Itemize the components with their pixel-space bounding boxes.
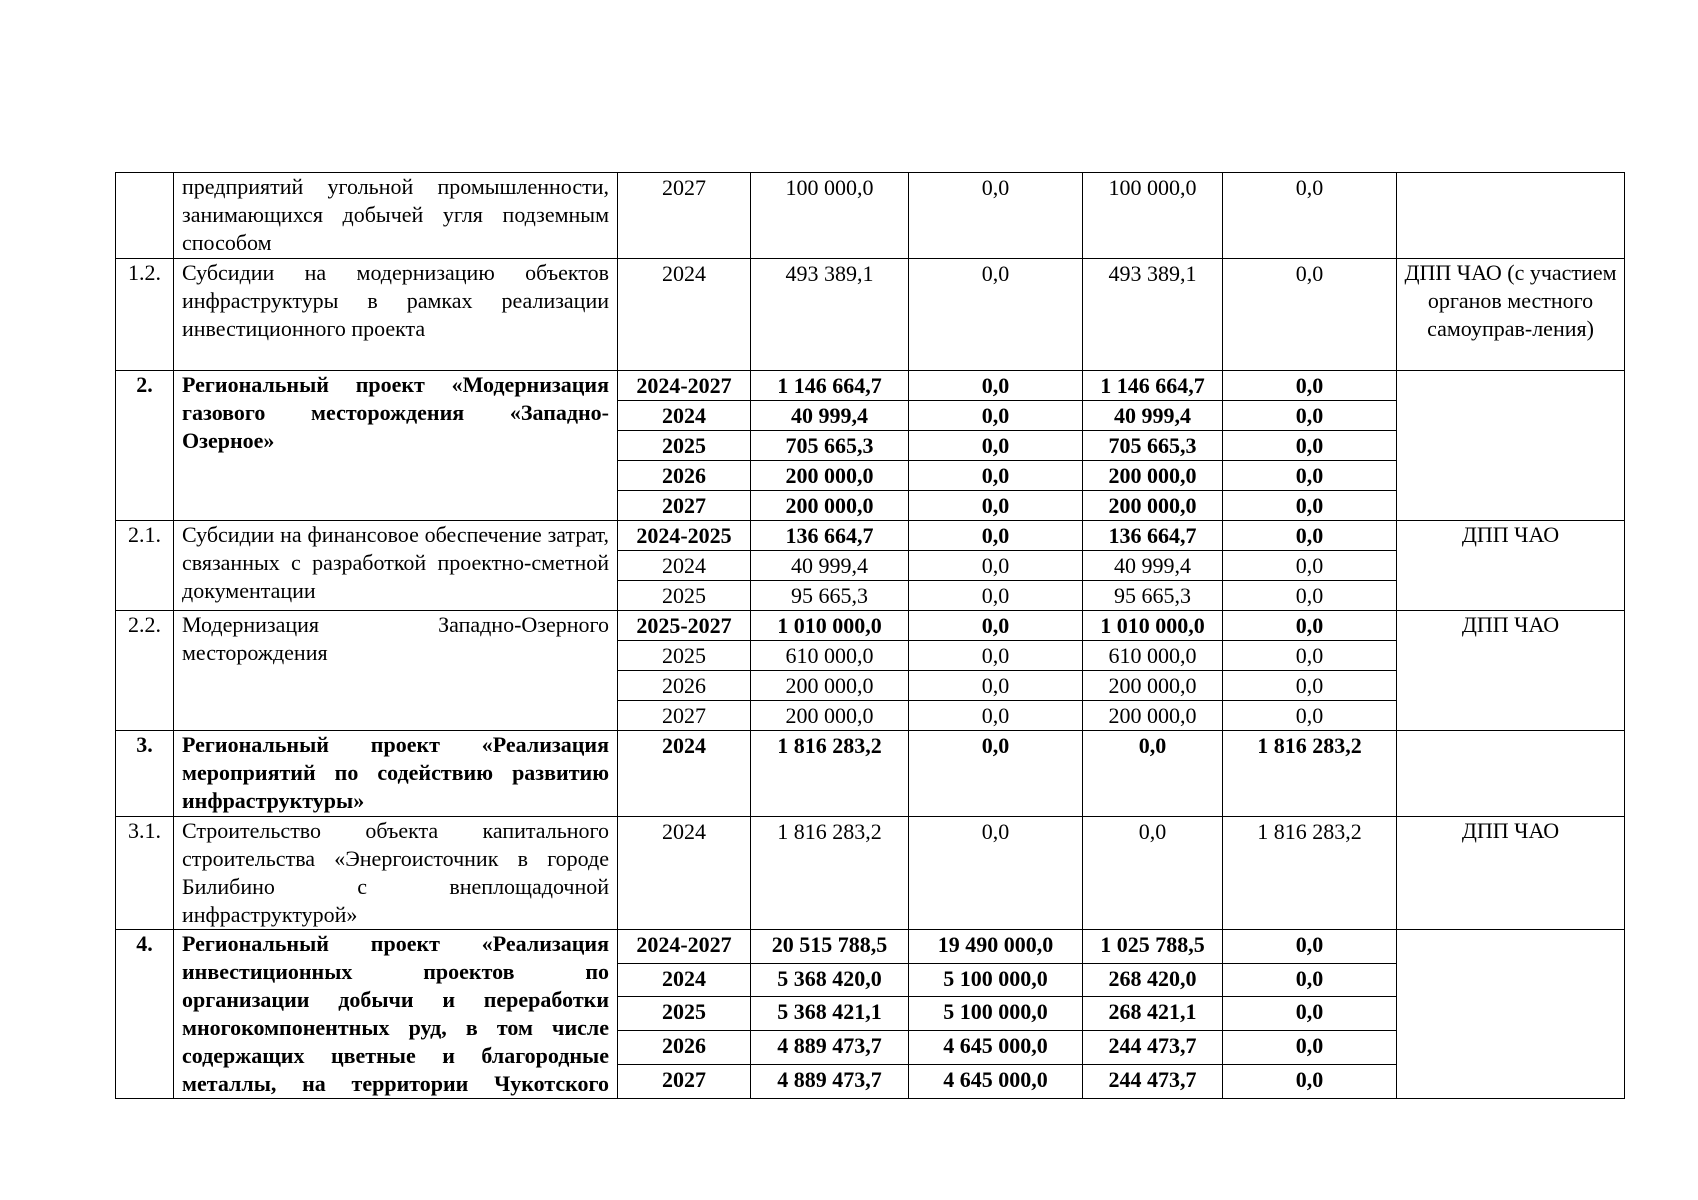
federal-cell: 5 100 000,0 <box>909 963 1083 997</box>
year-cell: 2024 <box>618 817 751 930</box>
total-cell: 5 368 420,0 <box>751 963 909 997</box>
year-cell: 2024 <box>618 731 751 817</box>
federal-cell: 4 645 000,0 <box>909 1031 1083 1065</box>
total-cell: 705 665,3 <box>751 431 909 461</box>
responsible-cell: ДПП ЧАО <box>1397 521 1625 611</box>
year-cell: 2024 <box>618 259 751 371</box>
row-description: предприятий угольной промышленности, занимающихся добычей угля подземным способом <box>174 173 618 259</box>
year-cell: 2025 <box>618 997 751 1031</box>
federal-cell: 0,0 <box>909 731 1083 817</box>
total-cell: 200 000,0 <box>751 701 909 731</box>
federal-cell: 4 645 000,0 <box>909 1064 1083 1098</box>
total-cell: 95 665,3 <box>751 581 909 611</box>
row-number: 4. <box>116 930 174 1099</box>
federal-cell: 19 490 000,0 <box>909 930 1083 964</box>
row-description: Региональный проект «Модернизация газового месторождения «Западно-Озерное» <box>174 371 618 521</box>
year-cell: 2025-2027 <box>618 611 751 641</box>
responsible-cell: ДПП ЧАО <box>1397 817 1625 930</box>
total-cell: 4 889 473,7 <box>751 1031 909 1065</box>
total-cell: 1 146 664,7 <box>751 371 909 401</box>
federal-cell: 0,0 <box>909 701 1083 731</box>
year-cell: 2025 <box>618 581 751 611</box>
regional-cell: 493 389,1 <box>1083 259 1223 371</box>
regional-cell: 40 999,4 <box>1083 401 1223 431</box>
table-row <box>116 521 1625 551</box>
regional-cell: 0,0 <box>1083 817 1223 930</box>
federal-cell: 0,0 <box>909 259 1083 371</box>
table-row <box>116 259 1625 371</box>
year-cell: 2025 <box>618 431 751 461</box>
year-cell: 2024-2025 <box>618 521 751 551</box>
year-cell: 2026 <box>618 461 751 491</box>
total-cell: 20 515 788,5 <box>751 930 909 964</box>
responsible-cell: ДПП ЧАО <box>1397 611 1625 731</box>
other-cell: 0,0 <box>1223 701 1397 731</box>
other-cell: 0,0 <box>1223 997 1397 1031</box>
responsible-cell: ДПП ЧАО (с участием органов местного самоуправ-ления) <box>1397 259 1625 371</box>
regional-cell: 40 999,4 <box>1083 551 1223 581</box>
year-cell: 2027 <box>618 491 751 521</box>
regional-cell: 0,0 <box>1083 731 1223 817</box>
row-number: 3.1. <box>116 817 174 930</box>
regional-cell: 1 025 788,5 <box>1083 930 1223 964</box>
total-cell: 200 000,0 <box>751 491 909 521</box>
other-cell: 0,0 <box>1223 1031 1397 1065</box>
year-cell: 2026 <box>618 1031 751 1065</box>
other-cell: 0,0 <box>1223 671 1397 701</box>
other-cell: 0,0 <box>1223 963 1397 997</box>
federal-cell: 0,0 <box>909 817 1083 930</box>
row-number: 2. <box>116 371 174 521</box>
responsible-cell <box>1397 173 1625 259</box>
year-cell: 2027 <box>618 701 751 731</box>
total-cell: 5 368 421,1 <box>751 997 909 1031</box>
regional-cell: 200 000,0 <box>1083 671 1223 701</box>
regional-cell: 136 664,7 <box>1083 521 1223 551</box>
other-cell: 0,0 <box>1223 581 1397 611</box>
other-cell: 0,0 <box>1223 611 1397 641</box>
year-cell: 2027 <box>618 1064 751 1098</box>
other-cell: 0,0 <box>1223 491 1397 521</box>
regional-cell: 244 473,7 <box>1083 1031 1223 1065</box>
other-cell: 0,0 <box>1223 551 1397 581</box>
year-cell: 2024 <box>618 551 751 581</box>
responsible-cell <box>1397 731 1625 817</box>
row-number: 2.1. <box>116 521 174 611</box>
total-cell: 1 010 000,0 <box>751 611 909 641</box>
budget-table <box>115 172 1625 1099</box>
regional-cell: 1 010 000,0 <box>1083 611 1223 641</box>
regional-cell: 244 473,7 <box>1083 1064 1223 1098</box>
regional-cell: 268 420,0 <box>1083 963 1223 997</box>
table-row <box>116 930 1625 964</box>
responsible-cell <box>1397 930 1625 1099</box>
year-cell: 2025 <box>618 641 751 671</box>
total-cell: 610 000,0 <box>751 641 909 671</box>
federal-cell: 0,0 <box>909 431 1083 461</box>
total-cell: 1 816 283,2 <box>751 731 909 817</box>
regional-cell: 705 665,3 <box>1083 431 1223 461</box>
other-cell: 0,0 <box>1223 371 1397 401</box>
year-cell: 2024-2027 <box>618 371 751 401</box>
year-cell: 2027 <box>618 173 751 259</box>
other-cell: 0,0 <box>1223 641 1397 671</box>
total-cell: 200 000,0 <box>751 461 909 491</box>
row-description: Субсидии на финансовое обеспечение затрат, связанных с разработкой проектно-сметной документации <box>174 521 618 611</box>
row-number: 1.2. <box>116 259 174 371</box>
federal-cell: 0,0 <box>909 671 1083 701</box>
other-cell: 1 816 283,2 <box>1223 731 1397 817</box>
regional-cell: 100 000,0 <box>1083 173 1223 259</box>
year-cell: 2024-2027 <box>618 930 751 964</box>
other-cell: 0,0 <box>1223 930 1397 964</box>
regional-cell: 610 000,0 <box>1083 641 1223 671</box>
row-number: 2.2. <box>116 611 174 731</box>
row-number <box>116 173 174 259</box>
total-cell: 4 889 473,7 <box>751 1064 909 1098</box>
federal-cell: 0,0 <box>909 461 1083 491</box>
responsible-cell <box>1397 371 1625 521</box>
federal-cell: 5 100 000,0 <box>909 997 1083 1031</box>
total-cell: 1 816 283,2 <box>751 817 909 930</box>
row-description: Субсидии на модернизацию объектов инфраструктуры в рамках реализации инвестиционного проекта <box>174 259 618 371</box>
table-row <box>116 371 1625 401</box>
other-cell: 0,0 <box>1223 461 1397 491</box>
total-cell: 200 000,0 <box>751 671 909 701</box>
row-number: 3. <box>116 731 174 817</box>
regional-cell: 200 000,0 <box>1083 701 1223 731</box>
federal-cell: 0,0 <box>909 641 1083 671</box>
row-description: Региональный проект «Реализация инвестиционных проектов по организации добычи и переработки многокомпонентных руд, в том числе содержащих цветные и благородные металлы, на территории Чукотского <box>174 930 618 1099</box>
row-description: Модернизация Западно-Озерного месторождения <box>174 611 618 731</box>
other-cell: 0,0 <box>1223 431 1397 461</box>
table-row <box>116 173 1625 259</box>
row-description: Региональный проект «Реализация мероприятий по содействию развитию инфраструктуры» <box>174 731 618 817</box>
total-cell: 493 389,1 <box>751 259 909 371</box>
year-cell: 2026 <box>618 671 751 701</box>
year-cell: 2024 <box>618 963 751 997</box>
table-row <box>116 817 1625 930</box>
federal-cell: 0,0 <box>909 401 1083 431</box>
other-cell: 0,0 <box>1223 521 1397 551</box>
federal-cell: 0,0 <box>909 491 1083 521</box>
other-cell: 0,0 <box>1223 259 1397 371</box>
table-row <box>116 731 1625 817</box>
year-cell: 2024 <box>618 401 751 431</box>
regional-cell: 200 000,0 <box>1083 491 1223 521</box>
row-description: Строительство объекта капитального строительства «Энергоисточник в городе Билибино с внеплощадочной инфраструктурой» <box>174 817 618 930</box>
regional-cell: 95 665,3 <box>1083 581 1223 611</box>
other-cell: 0,0 <box>1223 173 1397 259</box>
federal-cell: 0,0 <box>909 521 1083 551</box>
federal-cell: 0,0 <box>909 551 1083 581</box>
total-cell: 40 999,4 <box>751 551 909 581</box>
federal-cell: 0,0 <box>909 581 1083 611</box>
other-cell: 1 816 283,2 <box>1223 817 1397 930</box>
other-cell: 0,0 <box>1223 401 1397 431</box>
regional-cell: 200 000,0 <box>1083 461 1223 491</box>
regional-cell: 268 421,1 <box>1083 997 1223 1031</box>
regional-cell: 1 146 664,7 <box>1083 371 1223 401</box>
table-row <box>116 611 1625 641</box>
other-cell: 0,0 <box>1223 1064 1397 1098</box>
federal-cell: 0,0 <box>909 371 1083 401</box>
total-cell: 40 999,4 <box>751 401 909 431</box>
federal-cell: 0,0 <box>909 611 1083 641</box>
federal-cell: 0,0 <box>909 173 1083 259</box>
total-cell: 136 664,7 <box>751 521 909 551</box>
total-cell: 100 000,0 <box>751 173 909 259</box>
